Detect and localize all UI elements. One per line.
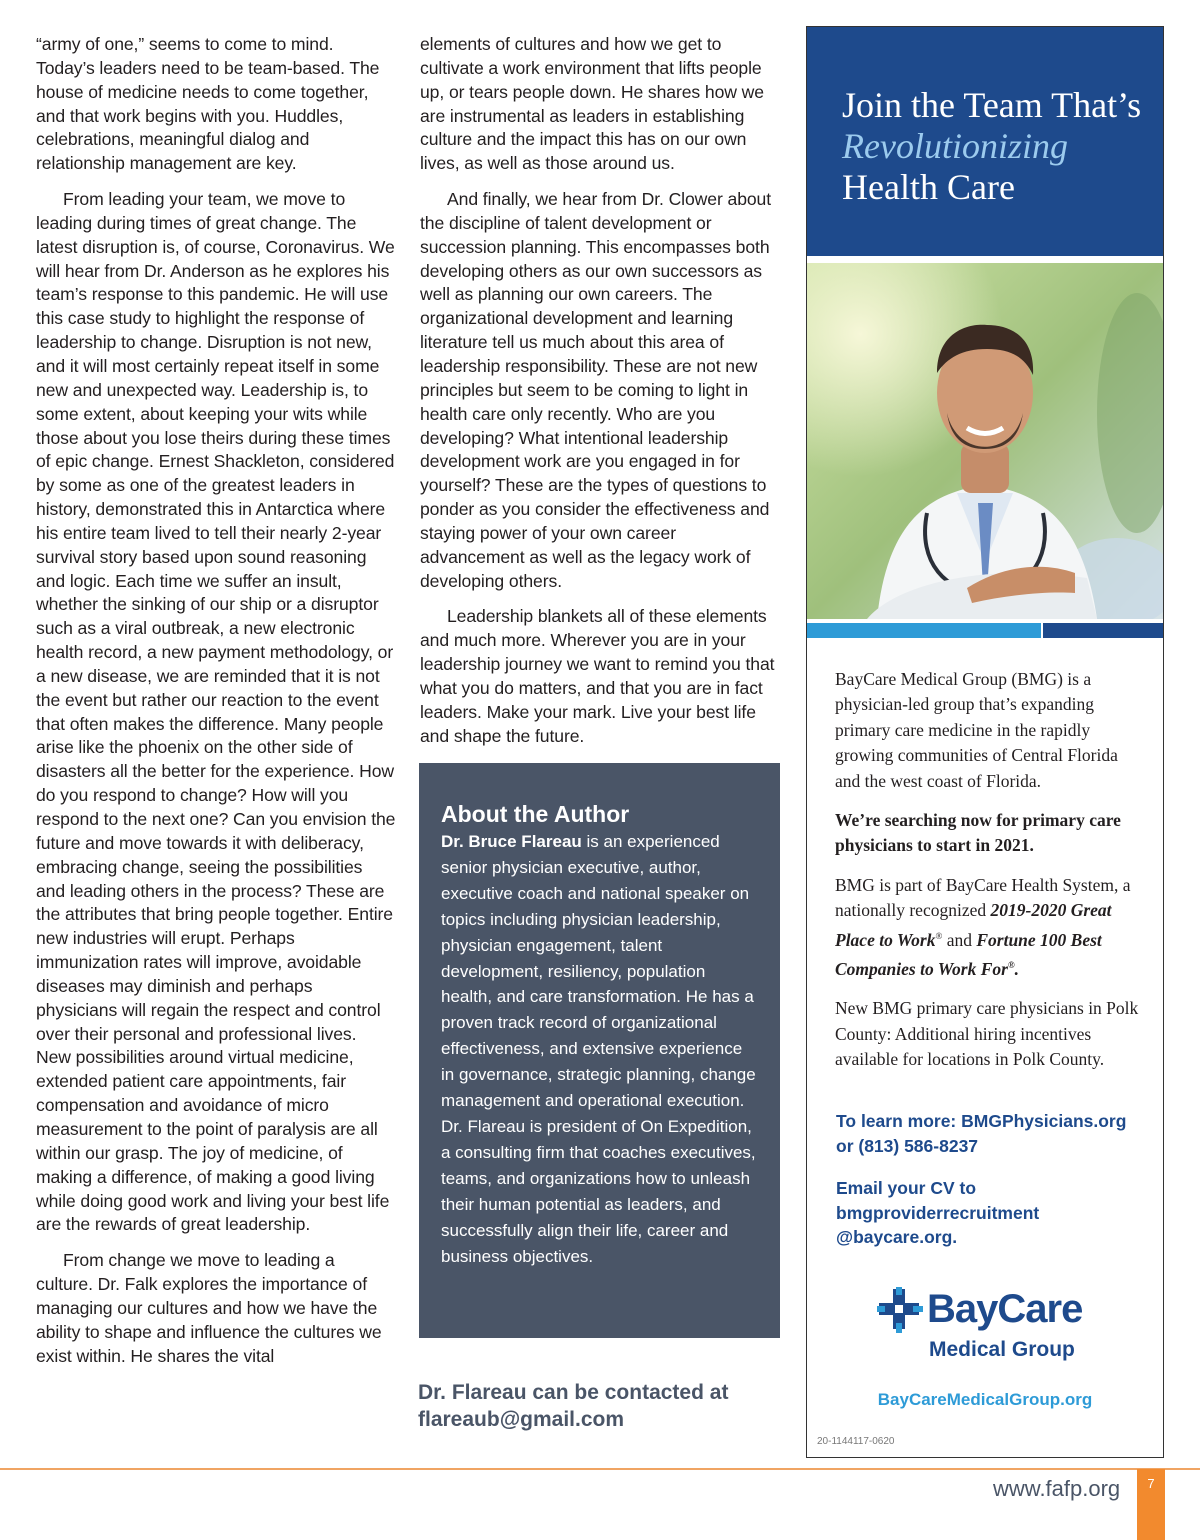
ad-paragraph: New BMG primary care physicians in Polk County: Additional hiring incentives available for locations in Polk County.: [835, 998, 1139, 1069]
about-author-title: About the Author: [441, 801, 630, 827]
doctor-photo: [807, 263, 1163, 619]
about-author-box: [419, 763, 780, 1338]
ad-body: [835, 667, 1145, 1086]
ad-headline-highlight: Revolutionizing: [842, 126, 1068, 166]
article-paragraph: From change we move to leading a culture. Dr. Falk explores the importance of managing our cultures and how we have the ability to shape and influence the cultures we exist within. He shares the vital: [36, 1250, 382, 1366]
article-paragraph: “army of one,” seems to come to mind. Today’s leaders need to be team-based. The house of medicine needs to come together, and that work begins with you. Huddles, celebrations, meaningful dialog and relationship management are key.: [36, 34, 380, 174]
ad-stripe: [1043, 623, 1163, 638]
author-name: Dr. Bruce Flareau: [441, 832, 582, 851]
ad-paragraph: BMG is part of BayCare Health System, a nationally recognized 2019-2020 Great Place to Work® and Fortune 100 Best Companies to Work For®.: [835, 874, 1131, 979]
learn-more-link[interactable]: To learn more: BMGPhysicians.org or (813) 586-8237: [836, 1111, 1127, 1156]
contact-line: Dr. Flareau can be contacted at: [418, 1381, 729, 1404]
ad-website-link[interactable]: BayCareMedicalGroup.org: [877, 1390, 1093, 1409]
baycare-cross-icon: [875, 1285, 927, 1337]
footer-url[interactable]: www.fafp.org: [993, 1476, 1121, 1501]
baycare-ad: [806, 26, 1164, 1458]
ad-headline-line: Join the Team That’s: [842, 85, 1142, 125]
article-paragraph: And finally, we hear from Dr. Clower about the discipline of talent development or succession planning. This encompasses both developing others as our own successors as well as planning our own careers. The organizational development and learning literature tell us much about this area of leadership responsibility. These are not new principles but seem to be coming to light in health care only recently. Who are you developing? What intentional leadership development work are you engaged in for yourself? These are the types of questions to ponder as you consider the effectiveness and staying power of your own career advancement as well as the legacy work of developing others.: [420, 189, 772, 591]
ad-paragraph: BayCare Medical Group (BMG) is a physician-led group that’s expanding primary care medicine in the rapidly growing communities of Central Florida and the west coast of Florida.: [835, 669, 1118, 791]
article-paragraph: elements of cultures and how we get to cultivate a work environment that lifts people up, or tears people down. He shares how we are instrumental as leaders in establishing culture and the impact this has on our own lives, as well as those around us.: [420, 34, 764, 174]
logo-subtitle: Medical Group: [929, 1338, 1075, 1361]
logo-name: BayCare: [927, 1287, 1083, 1331]
article-column-2: [420, 33, 782, 760]
ad-headline: [842, 85, 1141, 208]
footer-divider: [0, 1468, 1200, 1470]
contact-email[interactable]: flareaub@gmail.com: [418, 1408, 625, 1431]
contact-info: [418, 1379, 788, 1433]
ad-paragraph-bold: We’re searching now for primary care physicians to start in 2021.: [835, 810, 1121, 856]
ad-header: [807, 27, 1163, 256]
email-cv-link[interactable]: Email your CV to bmgproviderrecruitment @baycare.org.: [836, 1178, 1040, 1247]
article-paragraph: Leadership blankets all of these elements and much more. Wherever you are in your leadership journey we want to remind you that what you do matters, and that you are in fact leaders. Make your mark. Live your best life and shape the future.: [420, 606, 775, 746]
author-bio-text: is an experienced senior physician executive, author, executive coach and national speaker on topics including physician leadership, physician engagement, talent development, resiliency, population health, and care transformation. He has a proven track record of organizational effectiveness, and extensive experience in governance, strategic planning, change management and operational execution. Dr. Flareau is president of On Expedition, a consulting firm that coaches executives, teams, and organizations how to unleash their human potential as leaders, and successfully align their life, career and business objectives.: [441, 832, 756, 1266]
ad-contact-links: [836, 1109, 1156, 1268]
ad-headline-line: Health Care: [842, 167, 1015, 207]
about-author-bio: [441, 829, 758, 1269]
ad-code: 20-1144117-0620: [817, 1436, 895, 1447]
page-number: 7: [1137, 1469, 1165, 1540]
baycare-logo: [875, 1285, 1135, 1380]
article-column-1: [36, 33, 396, 1380]
article-paragraph: From leading your team, we move to leading during times of great change. The latest disruption is, of course, Coronavirus. We will hear from Dr. Anderson as he explores his team’s response to this pandemic. He will use this case study to highlight the response of leadership to change. Disruption is not new, and it will most certainly repeat itself in some new and unexpected way. Leadership is, to some extent, about keeping your wits while those about you lose theirs during these times of epic change. Ernest Shackleton, considered by some as one of the greatest leaders in history, demonstrated this in Antarctica where his entire team lived to tell their nearly 2-year survival story based upon sound reasoning and logic. Each time we suffer an insult, whether the sinking of our ship or a disruptor such as a viral outbreak, a new electronic health record, a new payment methodology, or a new disease, we are reminded that it is not the event but rather our reaction to the event that often makes the difference. Many people arise like the phoenix on the other side of disasters all the better for the experience. How do you respond to change? How will you respond to the next one? Can you envision the future and move towards it with deliberacy, embracing change, seeing the possibilities and leading others in the process? These are the attributes that bring people together. Entire new industries will erupt. Perhaps immunization rates will improve, avoidable diseases may diminish and perhaps physicians will regain the respect and control over their personal and professional lives. New possibilities around virtual medicine, extended patient care appointments, fair compensation and avoidance of micro measurement to the point of paralysis are all within our grasp. The joy of medicine, of making a difference, of making a good living while doing good work and living your best life are the rewards of great leadership.: [36, 189, 396, 1235]
ad-stripe: [807, 623, 1041, 638]
